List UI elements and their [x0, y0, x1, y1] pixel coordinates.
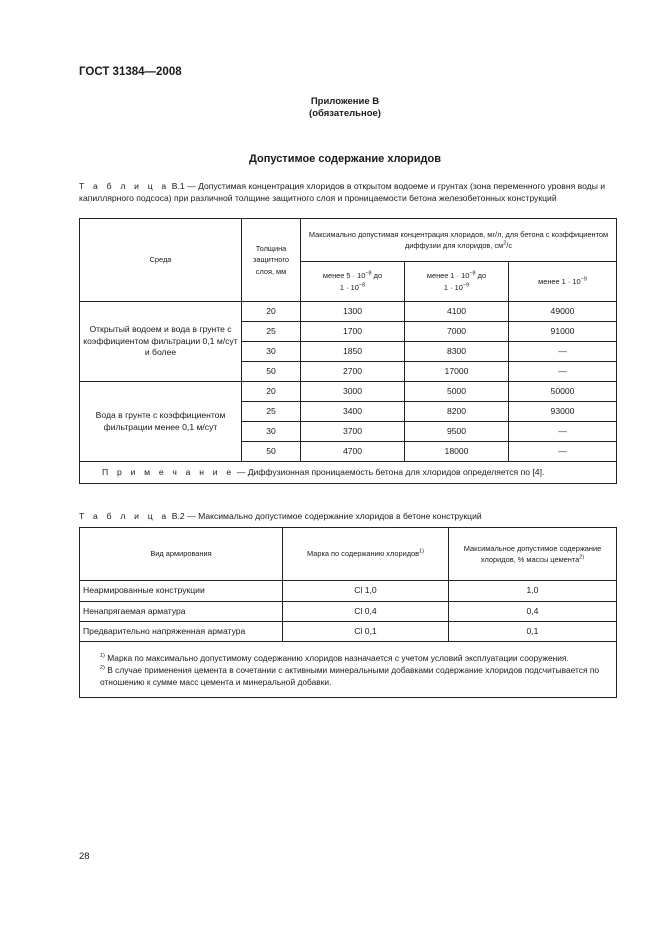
value-cell: 93000 — [509, 402, 617, 422]
chloride-grade: Cl 1,0 — [283, 581, 449, 602]
max-chloride: 1,0 — [449, 581, 617, 602]
annex-status: (обязательное) — [309, 108, 381, 119]
table1-caption — [79, 180, 616, 204]
header-max-chloride: Максимальное допустимое содержание хлоридов, % массы цемента$^{2)}$ — [449, 528, 617, 581]
value-cell: 18000 — [405, 442, 509, 462]
value-cell: 8200 — [405, 402, 509, 422]
max-chloride: 0,1 — [449, 622, 617, 642]
page-number: 28 — [79, 851, 90, 862]
thickness-cell: 20 — [242, 302, 301, 322]
value-cell: 91000 — [509, 322, 617, 342]
header-reinforcement: Вид армирования — [80, 528, 283, 581]
thickness-cell: 30 — [242, 342, 301, 362]
thickness-cell: 25 — [242, 402, 301, 422]
value-cell: 4100 — [405, 302, 509, 322]
section-title: Допустимое содержание хлоридов — [249, 153, 441, 165]
thickness-cell: 20 — [242, 382, 301, 402]
header-diffusion-1: менее $5 \cdot 10^{-8}$ до $1 \cdot 10^{-8}$ — [301, 262, 405, 302]
value-cell: 7000 — [405, 322, 509, 342]
value-cell: 3000 — [301, 382, 405, 402]
header-diffusion-2: менее $1 \cdot 10^{-8}$ до $1 \cdot 10^{-9}$ — [405, 262, 509, 302]
thickness-cell: 50 — [242, 442, 301, 462]
value-cell: 2700 — [301, 362, 405, 382]
table1-caption-prefix: Т а б л и ц а — [79, 181, 170, 191]
chloride-grade: Cl 0,4 — [283, 602, 449, 622]
header-diffusion-3: менее $1 \cdot 10^{-9}$ — [509, 262, 617, 302]
table2-caption-prefix: Т а б л и ц а — [79, 511, 170, 521]
value-cell: 8300 — [405, 342, 509, 362]
value-cell: — — [509, 442, 617, 462]
value-cell: — — [509, 422, 617, 442]
thickness-cell: 50 — [242, 362, 301, 382]
header-chloride-grade: Марка по содержанию хлоридов$^{1)}$ — [283, 528, 449, 581]
header-max-concentration: Максимально допустимая концентрация хлоридов, мг/л, для бетона с коэффициентом диффузии для хлоридов, $см^2/с$ — [301, 219, 617, 262]
value-cell: 1850 — [301, 342, 405, 362]
chloride-content-table — [79, 527, 617, 698]
annex-title: Приложение В — [310, 96, 380, 107]
table1-note: П р и м е ч а н и е — Диффузионная проницаемость бетона для хлоридов определяется по [4]. — [80, 462, 617, 484]
chloride-grade: Cl 0,1 — [283, 622, 449, 642]
value-cell: 1300 — [301, 302, 405, 322]
value-cell: 3700 — [301, 422, 405, 442]
reinforcement-type: Ненапрягаемая арматура — [80, 602, 283, 622]
table2-caption-text: В.2 — Максимально допустимое содержание хлоридов в бетоне конструкций — [171, 511, 482, 521]
value-cell: 4700 — [301, 442, 405, 462]
footnote-1: $^{1)}$ Марка по максимально допустимому содержанию хлоридов назначается с учетом условий эксплуатации сооружения. — [100, 652, 569, 663]
header-environment: Среда — [80, 219, 242, 302]
value-cell: 5000 — [405, 382, 509, 402]
header-thickness: Толщина защитного слоя, мм — [242, 219, 301, 302]
value-cell: — — [509, 362, 617, 382]
value-cell: 1700 — [301, 322, 405, 342]
standard-designation: ГОСТ 31384—2008 — [79, 66, 182, 78]
value-cell: 9500 — [405, 422, 509, 442]
thickness-cell: 25 — [242, 322, 301, 342]
thickness-cell: 30 — [242, 422, 301, 442]
value-cell: 3400 — [301, 402, 405, 422]
environment-ground-water: Вода в грунте с коэффициентом фильтрации менее 0,1 м/сут — [80, 382, 242, 462]
footnote-2: $^{2)}$ В случае применения цемента в сочетании с активными минеральными добавками содержание хлоридов подсчитывается по отношению к сумме масс цемента и минеральной добавки. — [100, 664, 600, 687]
max-chloride: 0,4 — [449, 602, 617, 622]
table2-footnotes — [80, 642, 617, 698]
table2-caption — [79, 510, 616, 522]
reinforcement-type: Неармированные конструкции — [80, 581, 283, 602]
environment-open-water: Открытый водоем и вода в грунте с коэффициентом фильтрации 0,1 м/сут и более — [80, 302, 242, 382]
chloride-concentration-table — [79, 218, 617, 484]
reinforcement-type: Предварительно напряженная арматура — [80, 622, 283, 642]
table1-caption-text: В.1 — Допустимая концентрация хлоридов в открытом водоеме и грунтах (зона переменного уровня воды и капиллярного подсоса) при различной толщине защитного слоя и проницаемости бетона железобетонных конструкций — [79, 181, 606, 203]
value-cell: 17000 — [405, 362, 509, 382]
value-cell: 49000 — [509, 302, 617, 322]
value-cell: 50000 — [509, 382, 617, 402]
value-cell: — — [509, 342, 617, 362]
